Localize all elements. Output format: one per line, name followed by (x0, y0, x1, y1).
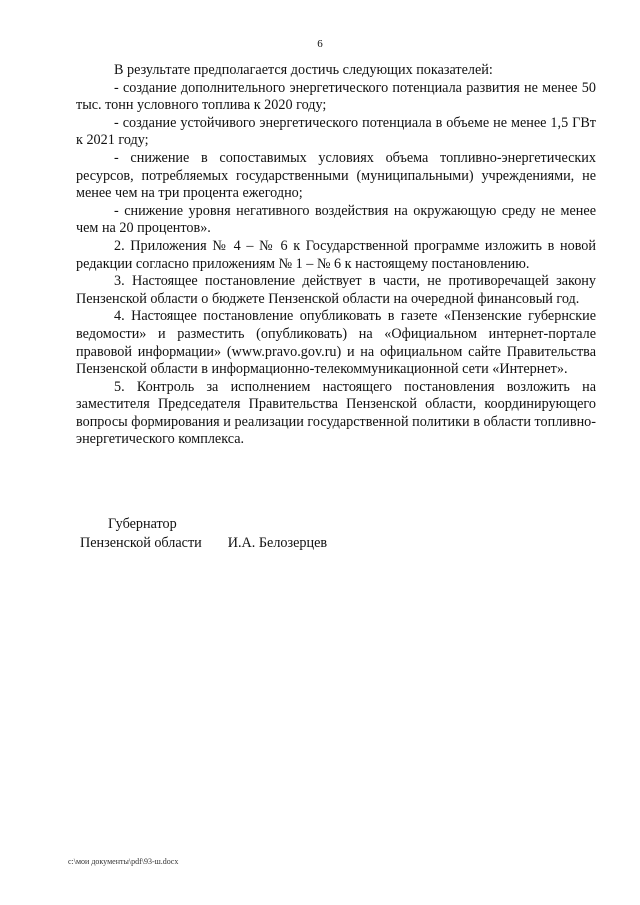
signature-title-line2: Пензенской области (80, 535, 202, 551)
paragraph-indicators-intro: В результате предполагается достичь следующих показателей: (114, 62, 493, 78)
signature-block (80, 515, 327, 553)
paragraph-indicator-2: - создание устойчивого энергетического потенциала в объеме не менее 1,5 ГВт к 2021 году; (76, 114, 596, 149)
page-number: 6 (317, 38, 323, 50)
footer-file-path: c:\мои документы\pdf\93-ш.docx (68, 857, 179, 866)
paragraph-item-4: 4. Настоящее постановление опубликовать в газете «Пензенские губернские ведомости» и разместить (опубликовать) на «Официальном интернет-портале правовой информации» (www.pravo.gov.ru) и на официальном сайте Правительства Пензенской области в информационно-телекоммуникационной сети «Интернет». (76, 308, 596, 378)
document-body (76, 62, 596, 449)
paragraph-indicator-4: - снижение уровня негативного воздействия на окружающую среду не менее чем на 20 процентов». (76, 202, 596, 237)
paragraph-item-2: 2. Приложения № 4 – № 6 к Государственной программе изложить в новой редакции согласно приложениям № 1 – № 6 к настоящему постановлению. (76, 237, 596, 272)
signature-name: И.А. Белозерцев (227, 535, 328, 551)
paragraph-indicator-1: - создание дополнительного энергетического потенциала развития не менее 50 тыс. тонн условного топлива к 2020 году; (76, 79, 596, 114)
paragraph-item-3: 3. Настоящее постановление действует в части, не противоречащей закону Пензенской области о бюджете Пензенской области на очередной финансовый год. (76, 273, 596, 307)
signature-row (80, 534, 327, 553)
paragraph-item-5: 5. Контроль за исполнением настоящего постановления возложить на заместителя Председателя Правительства Пензенской области, координирующего вопросы формирования и реализации государственной политики в области топливно-энергетического комплекса. (76, 378, 596, 448)
signature-title-line1: Губернатор (108, 516, 177, 532)
paragraph-indicator-3: - снижение в сопоставимых условиях объема топливно-энергетических ресурсов, потребляемых государственными (муниципальными) учреждениями, не менее чем на три процента ежегодно; (76, 149, 596, 202)
